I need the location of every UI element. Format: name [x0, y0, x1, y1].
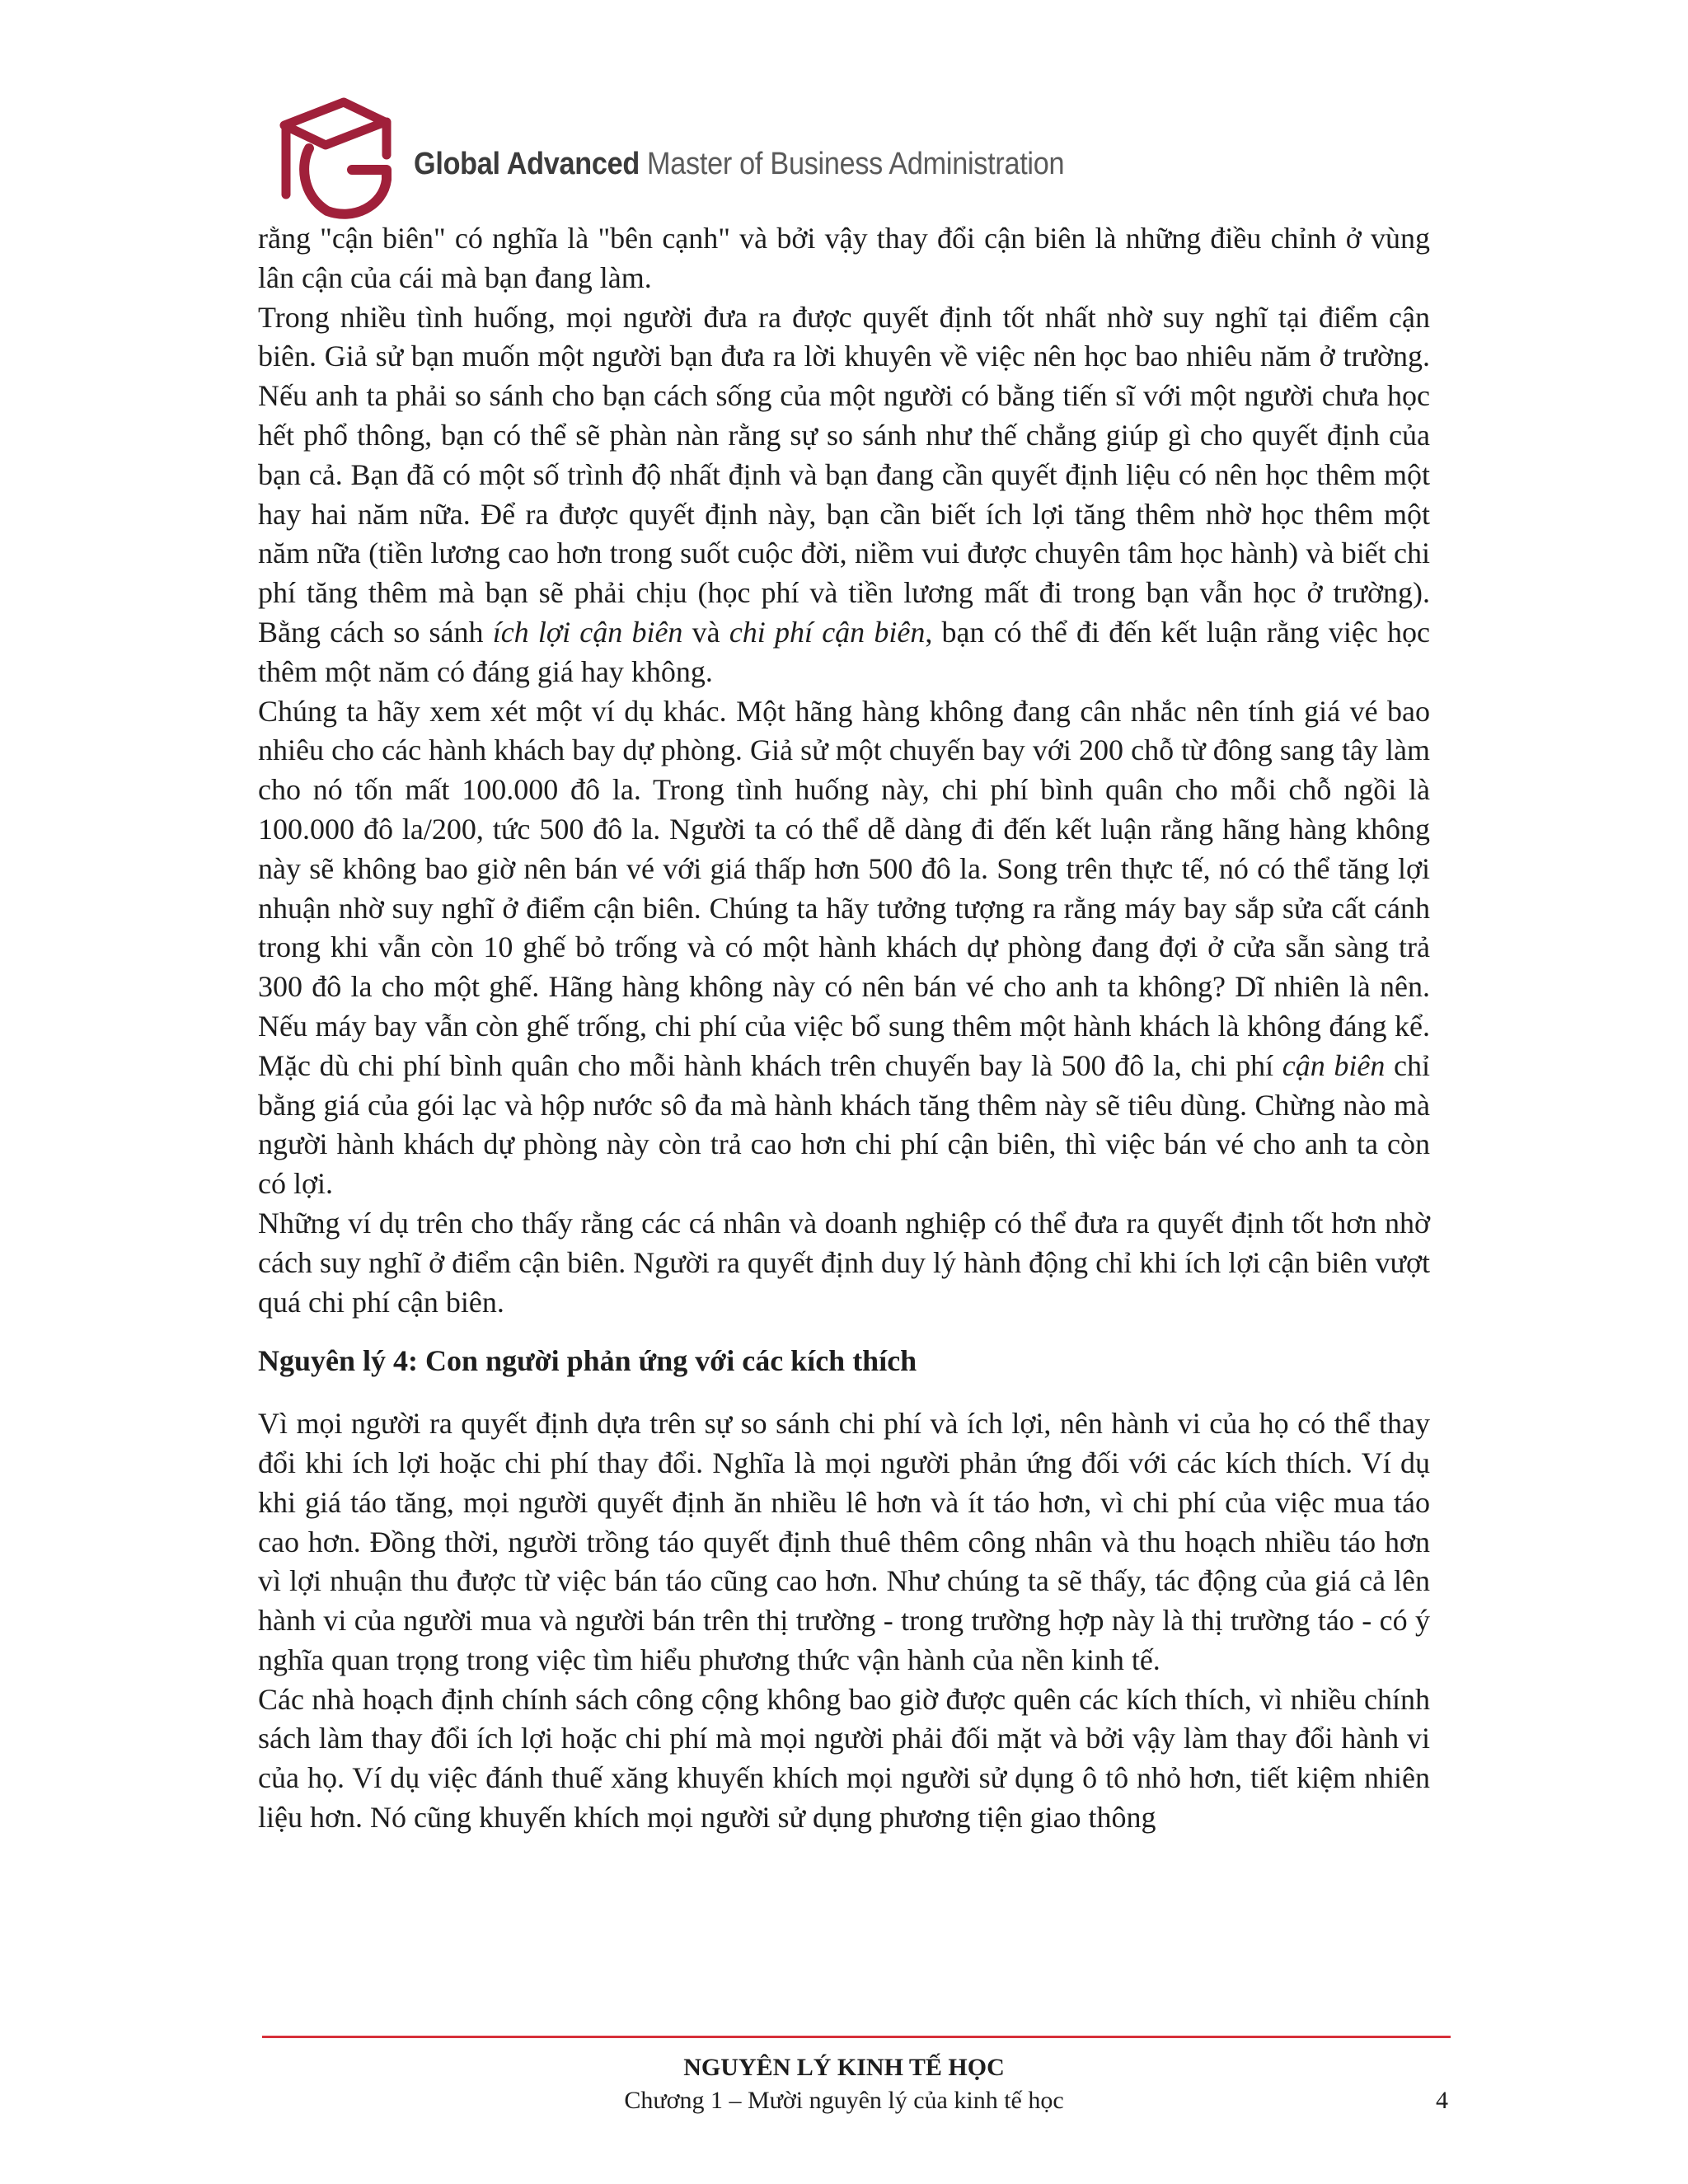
paragraph-text: Chúng ta hãy xem xét một ví dụ khác. Một hãng hàng không đang cân nhắc nên tính giá vé bao nhiêu cho các hành khách bay dự phòng. Giả sử một chuyến bay với 200 chỗ từ đông sang tây làm cho nó tốn mất 100.000 đô la. Trong tình huống này, chi phí bình quân cho mỗi chỗ ngồi là 100.000 đô la/200, tức 500 đô la. Người ta có thể dễ dàng đi đến kết luận rằng hãng hàng không này sẽ không bao giờ nên bán vé với giá thấp hơn 500 đô la. Song trên thực tế, nó có thể tăng lợi nhuận nhờ suy nghĩ ở điểm cận biên. Chúng ta hãy tưởng tượng ra rằng máy bay sắp sửa cất cánh trong khi vẫn còn 10 ghế bỏ trống và có một hành khách dự phòng đang đợi ở cửa sẵn sàng trả 300 đô la cho một ghế. Hãng hàng không này có nên bán vé cho anh ta không? Dĩ nhiên là nên. Nếu máy bay vẫn còn ghế trống, chi phí của việc bổ sung thêm một hành khách là không đáng kể. Mặc dù chi phí bình quân cho mỗi hành khách trên chuyến bay là 500 đô la, chi phí [258, 694, 1430, 1082]
paragraph-incentives: Vì mọi người ra quyết định dựa trên sự so sánh chi phí và ích lợi, nên hành vi của họ có thể thay đổi khi ích lợi hoặc chi phí thay đổi. Nghĩa là mọi người phản ứng đối với các kích thích. Ví dụ khi giá táo tăng, mọi người quyết định ăn nhiều lê hơn và ít táo hơn, vì chi phí của việc mua táo cao hơn. Đồng thời, người trồng táo quyết định thuê thêm công nhân và thu hoạch nhiều táo hơn vì lợi nhuận thu được từ việc bán táo cũng cao hơn. Như chúng ta sẽ thấy, tác động của giá cả lên hành vi của người mua và người bán trên thị trường - trong trường hợp này là thị trường táo - có ý nghĩa quan trọng trong việc tìm hiểu phương thức vận hành của nền kinh tế. [258, 1407, 1430, 1676]
paragraph-airline-example [258, 692, 1430, 1204]
footer-chapter: Chương 1 – Mười nguyên lý của kinh tế học [624, 2087, 1064, 2114]
brand-name-bold: Global Advanced [414, 147, 640, 181]
paragraph-marginal-education [258, 298, 1430, 692]
italic-term: cận biên [1282, 1048, 1386, 1082]
paragraph-text: , bạn có thể đi đến kết luận rằng việc học thêm một năm có đáng giá hay không. [258, 615, 1431, 688]
page-header [276, 97, 1100, 221]
paragraph-text: chỉ bằng giá của gói lạc và hộp nước sô đa mà hành khách tăng thêm này sẽ tiêu dùng. Chừng nào mà người hành khách dự phòng này còn trả cao hơn chi phí cận biên, thì việc bán vé cho anh ta còn có lợi. [258, 1048, 1431, 1201]
paragraph-text: Trong nhiều tình huống, mọi người đưa ra được quyết định tốt nhất nhờ suy nghĩ tại điểm cận biên. Giả sử bạn muốn một người bạn đưa ra lời khuyên về việc nên học bao nhiêu năm ở trường. Nếu anh ta phải so sánh cho bạn cách sống của một người có bằng tiến sĩ với một người chưa học hết phổ thông, bạn có thể sẽ phàn nàn rằng sự so sánh như thế chẳng giúp gì cho quyết định của bạn cả. Bạn đã có một số trình độ nhất định và bạn đang cần quyết định liệu có nên học thêm một hay hai năm nữa. Để ra được quyết định này, bạn cần biết ích lợi tăng thêm nhờ học thêm một năm nữa (tiền lương cao hơn trong suốt cuộc đời, niềm vui được chuyên tâm học hành) và biết chi phí tăng thêm mà bạn sẽ phải chịu (học phí và tiền lương mất đi trong bạn vẫn học ở trường). Bằng cách so sánh [258, 300, 1430, 649]
italic-term: ích lợi cận biên [492, 615, 683, 649]
paragraph-conclusion: Những ví dụ trên cho thấy rằng các cá nhân và doanh nghiệp có thể đưa ra quyết định tốt hơn nhờ cách suy nghĩ ở điểm cận biên. Người ra quyết định duy lý hành động chỉ khi ích lợi cận biên vượt quá chi phí cận biên. [258, 1206, 1430, 1319]
footer-title: NGUYÊN LÝ KINH TẾ HỌC [683, 2054, 1005, 2081]
italic-term: chi phí cận biên [729, 615, 926, 649]
document-body [258, 219, 1430, 1838]
gamba-logo-icon [276, 97, 400, 221]
paragraph-continued: rằng "cận biên" có nghĩa là "bên cạnh" và bởi vậy thay đổi cận biên là những điều chỉnh ở vùng lân cận của cái mà bạn đang làm. [258, 222, 1430, 294]
page-number: 4 [1436, 2087, 1448, 2114]
paragraph-policy: Các nhà hoạch định chính sách công cộng không bao giờ được quên các kích thích, vì nhiều chính sách làm thay đổi ích lợi hoặc chi phí mà mọi người phải đối mặt và bởi vậy làm thay đổi hành vi của họ. Ví dụ việc đánh thuế xăng khuyến khích mọi người sử dụng ô tô nhỏ hơn, tiết kiệm nhiên liệu hơn. Nó cũng khuyến khích mọi người sử dụng phương tiện giao thông [258, 1682, 1430, 1835]
section-heading: Nguyên lý 4: Con người phản ứng với các kích thích [258, 1344, 917, 1378]
brand-name-light: Master of Business Administration [647, 147, 1065, 181]
brand-name [414, 147, 1064, 182]
footer-divider [262, 2036, 1451, 2038]
paragraph-text: và [692, 615, 720, 649]
